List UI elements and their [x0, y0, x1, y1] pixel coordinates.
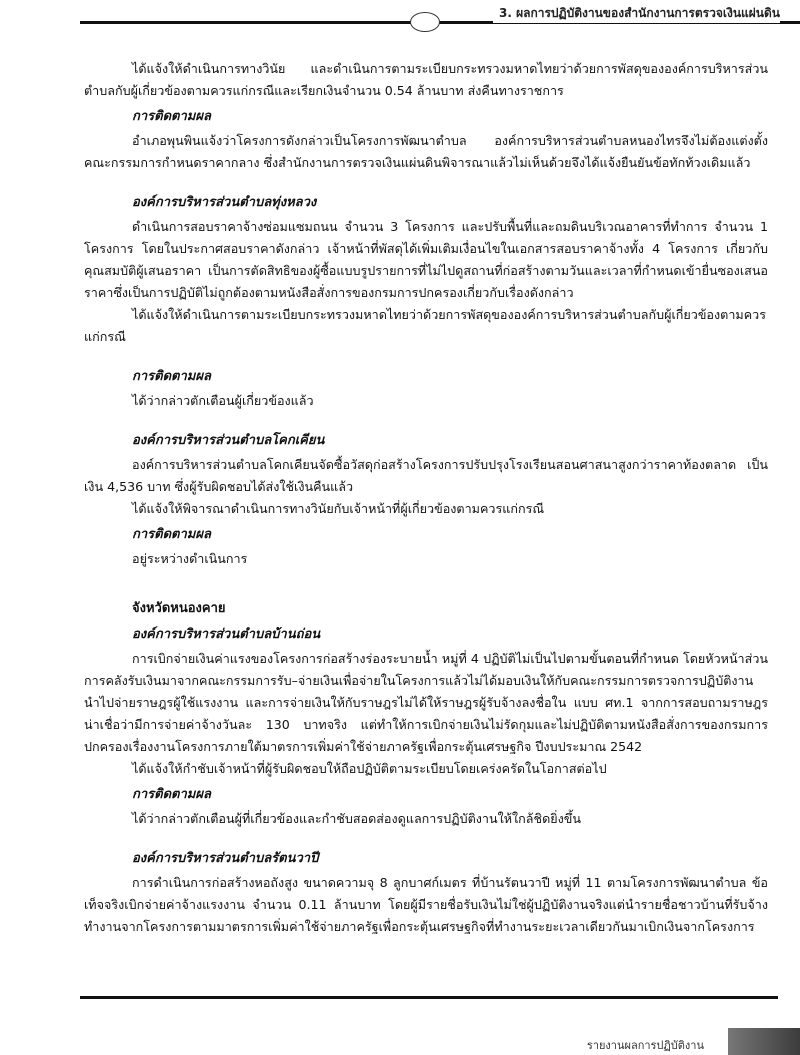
paragraph: ได้แจ้งให้ดำเนินการตามระเบียบกระทรวงมหาดไทยว่าด้วยการพัสดุขององค์การบริหารส่วนตำบลกับผู้เกี่ยวข้องตามควรแก่กรณี	[84, 307, 766, 344]
header-title: 3. ผลการปฏิบัติงานของสำนักงานการตรวจเงินแผ่นดิน	[493, 4, 780, 23]
org-heading: องค์การบริหารส่วนตำบลโคกเคียน	[132, 433, 325, 448]
paragraph: ได้แจ้งให้ดำเนินการทางวินัย และดำเนินการตามระเบียบกระทรวงมหาดไทยว่าด้วยการพัสดุขององค์การบริหารส่วนตำบลกับผู้เกี่ยวข้องตามควรแก่กรณีและเรียกเงินจำนวน 0.54 ล้านบาท ส่งคืนทางราชการ	[84, 61, 768, 98]
footer-tab	[728, 1028, 800, 1055]
paragraph: การดำเนินการก่อสร้างหอถังสูง ขนาดความจุ 8 ลูกบาศก์เมตร ที่บ้านรัตนวาปี หมู่ที่ 11 ตามโครงการพัฒนาตำบล ข้อเท็จจริงเบิกจ่ายค่าจ้างแรงงาน จำนวน 0.11 ล้านบาท โดยผู้มีรายชื่อรับเงินไม่ใช่ผู้ปฏิบัติงานจริงแต่นำรายชื่อชาวบ้านที่รับจ้างทำงานจากโครงการตามมาตรการเพิ่มค่าใช้จ่ายภาครัฐเพื่อกระตุ้นเศรษฐกิจที่ทำงานระยะเวลาเดียวกันมาเบิกเงินจากโครงการ	[84, 875, 768, 934]
page-header	[80, 6, 800, 26]
paragraph: ดำเนินการสอบราคาจ้างซ่อมแซมถนน จำนวน 3 โครงการ และปรับพื้นที่และถมดินบริเวณอาคารที่ทำการ จำนวน 1 โครงการ โดยในประกาศสอบราคาดังกล่าว เจ้าหน้าที่พัสดุได้เพิ่มเติมเงื่อนไขในเอกสารสอบราคาจ้างทั้ง 4 โครงการ เกี่ยวกับคุณสมบัติผู้เสนอราคา เป็นการตัดสิทธิของผู้ซื้อแบบรูปรายการที่ไม่ไปดูสถานที่ก่อสร้างตามวันและเวลาที่กำหนดเข้ายื่นซองเสนอราคาซึ่งเป็นการปฏิบัติไม่ถูกต้องตามหนังสือสั่งการของกรมการปกครองเกี่ยวกับเรื่องดังกล่าว	[84, 219, 768, 300]
paragraph: องค์การบริหารส่วนตำบลโคกเคียนจัดซื้อวัสดุก่อสร้างโครงการปรับปรุงโรงเรียนสอนศาสนาสูงกว่าราคาท้องตลาด เป็นเงิน 4,536 บาท ซึ่งผู้รับผิดชอบได้ส่งใช้เงินคืนแล้ว	[84, 457, 768, 494]
paragraph: ได้แจ้งให้พิจารณาดำเนินการทางวินัยกับเจ้าหน้าที่ผู้เกี่ยวข้องตามควรแก่กรณี	[132, 501, 545, 516]
paragraph: การเบิกจ่ายเงินค่าแรงของโครงการก่อสร้างร่องระบายน้ำ หมู่ที่ 4 ปฏิบัติไม่เป็นไปตามขั้นตอนที่กำหนด โดยหัวหน้าส่วนการคลังรับเงินมาจากคณะกรรมการรับ–จ่ายเงินเพื่อจ่ายในโครงการแล้วไม่ได้มอบเงินให้กับคณะกรรมการตรวจการปฏิบัติงานนำไปจ่ายราษฎรผู้ใช้แรงงาน และการจ่ายเงินให้กับราษฎรไม่ได้ให้ราษฎรผู้รับจ้างลงชื่อใน แบบ ศท.1 จากการสอบถามราษฎรน่าเชื่อว่ามีการจ่ายค่าจ้างวันละ 130 บาทจริง แต่ทำให้การเบิกจ่ายเงินไม่รัดกุมและไม่ปฏิบัติตามหนังสือสั่งการของกรมการปกครองเรื่องงานโครงการภายใต้มาตรการเพิ่มค่าใช้จ่ายภาครัฐเพื่อกระตุ้นเศรษฐกิจ ปีงบประมาณ 2542	[84, 651, 768, 754]
followup-text: อยู่ระหว่างดำเนินการ	[132, 551, 248, 566]
followup-heading: การติดตามผล	[132, 527, 211, 542]
footer-text: รายงานผลการปฏิบัติงาน	[586, 1039, 704, 1052]
emblem-icon	[410, 12, 440, 32]
org-heading: องค์การบริหารส่วนตำบลทุ่งหลวง	[132, 195, 317, 210]
followup-text: อำเภอพุนพินแจ้งว่าโครงการดังกล่าวเป็นโครงการพัฒนาตำบล องค์การบริหารส่วนตำบลหนองไทรจึงไม่ต้องแต่งตั้งคณะกรรมการกำหนดราคากลาง ซึ่งสำนักงานการตรวจเงินแผ่นดินพิจารณาแล้วไม่เห็นด้วยจึงได้แจ้งยืนยันข้อทักท้วงเดิมแล้ว	[84, 133, 768, 170]
followup-heading: การติดตามผล	[132, 369, 211, 384]
followup-heading: การติดตามผล	[132, 109, 211, 124]
followup-text: ได้ว่ากล่าวตักเตือนผู้เกี่ยวข้องแล้ว	[132, 393, 314, 408]
followup-text: ได้ว่ากล่าวตักเตือนผู้ที่เกี่ยวข้องและกำชับสอดส่องดูแลการปฏิบัติงานให้ใกล้ชิดยิ่งขึ้น	[132, 811, 581, 826]
province-heading: จังหวัดหนองคาย	[132, 601, 226, 616]
org-heading: องค์การบริหารส่วนตำบลรัตนวาปี	[132, 851, 319, 866]
org-heading: องค์การบริหารส่วนตำบลบ้านถ่อน	[132, 627, 321, 642]
paragraph: ได้แจ้งให้กำชับเจ้าหน้าที่ผู้รับผิดชอบให้ถือปฏิบัติตามระเบียบโดยเคร่งครัดในโอกาสต่อไป	[132, 761, 607, 776]
followup-heading: การติดตามผล	[132, 787, 211, 802]
document-body	[84, 58, 768, 938]
footer-rule	[80, 996, 778, 999]
